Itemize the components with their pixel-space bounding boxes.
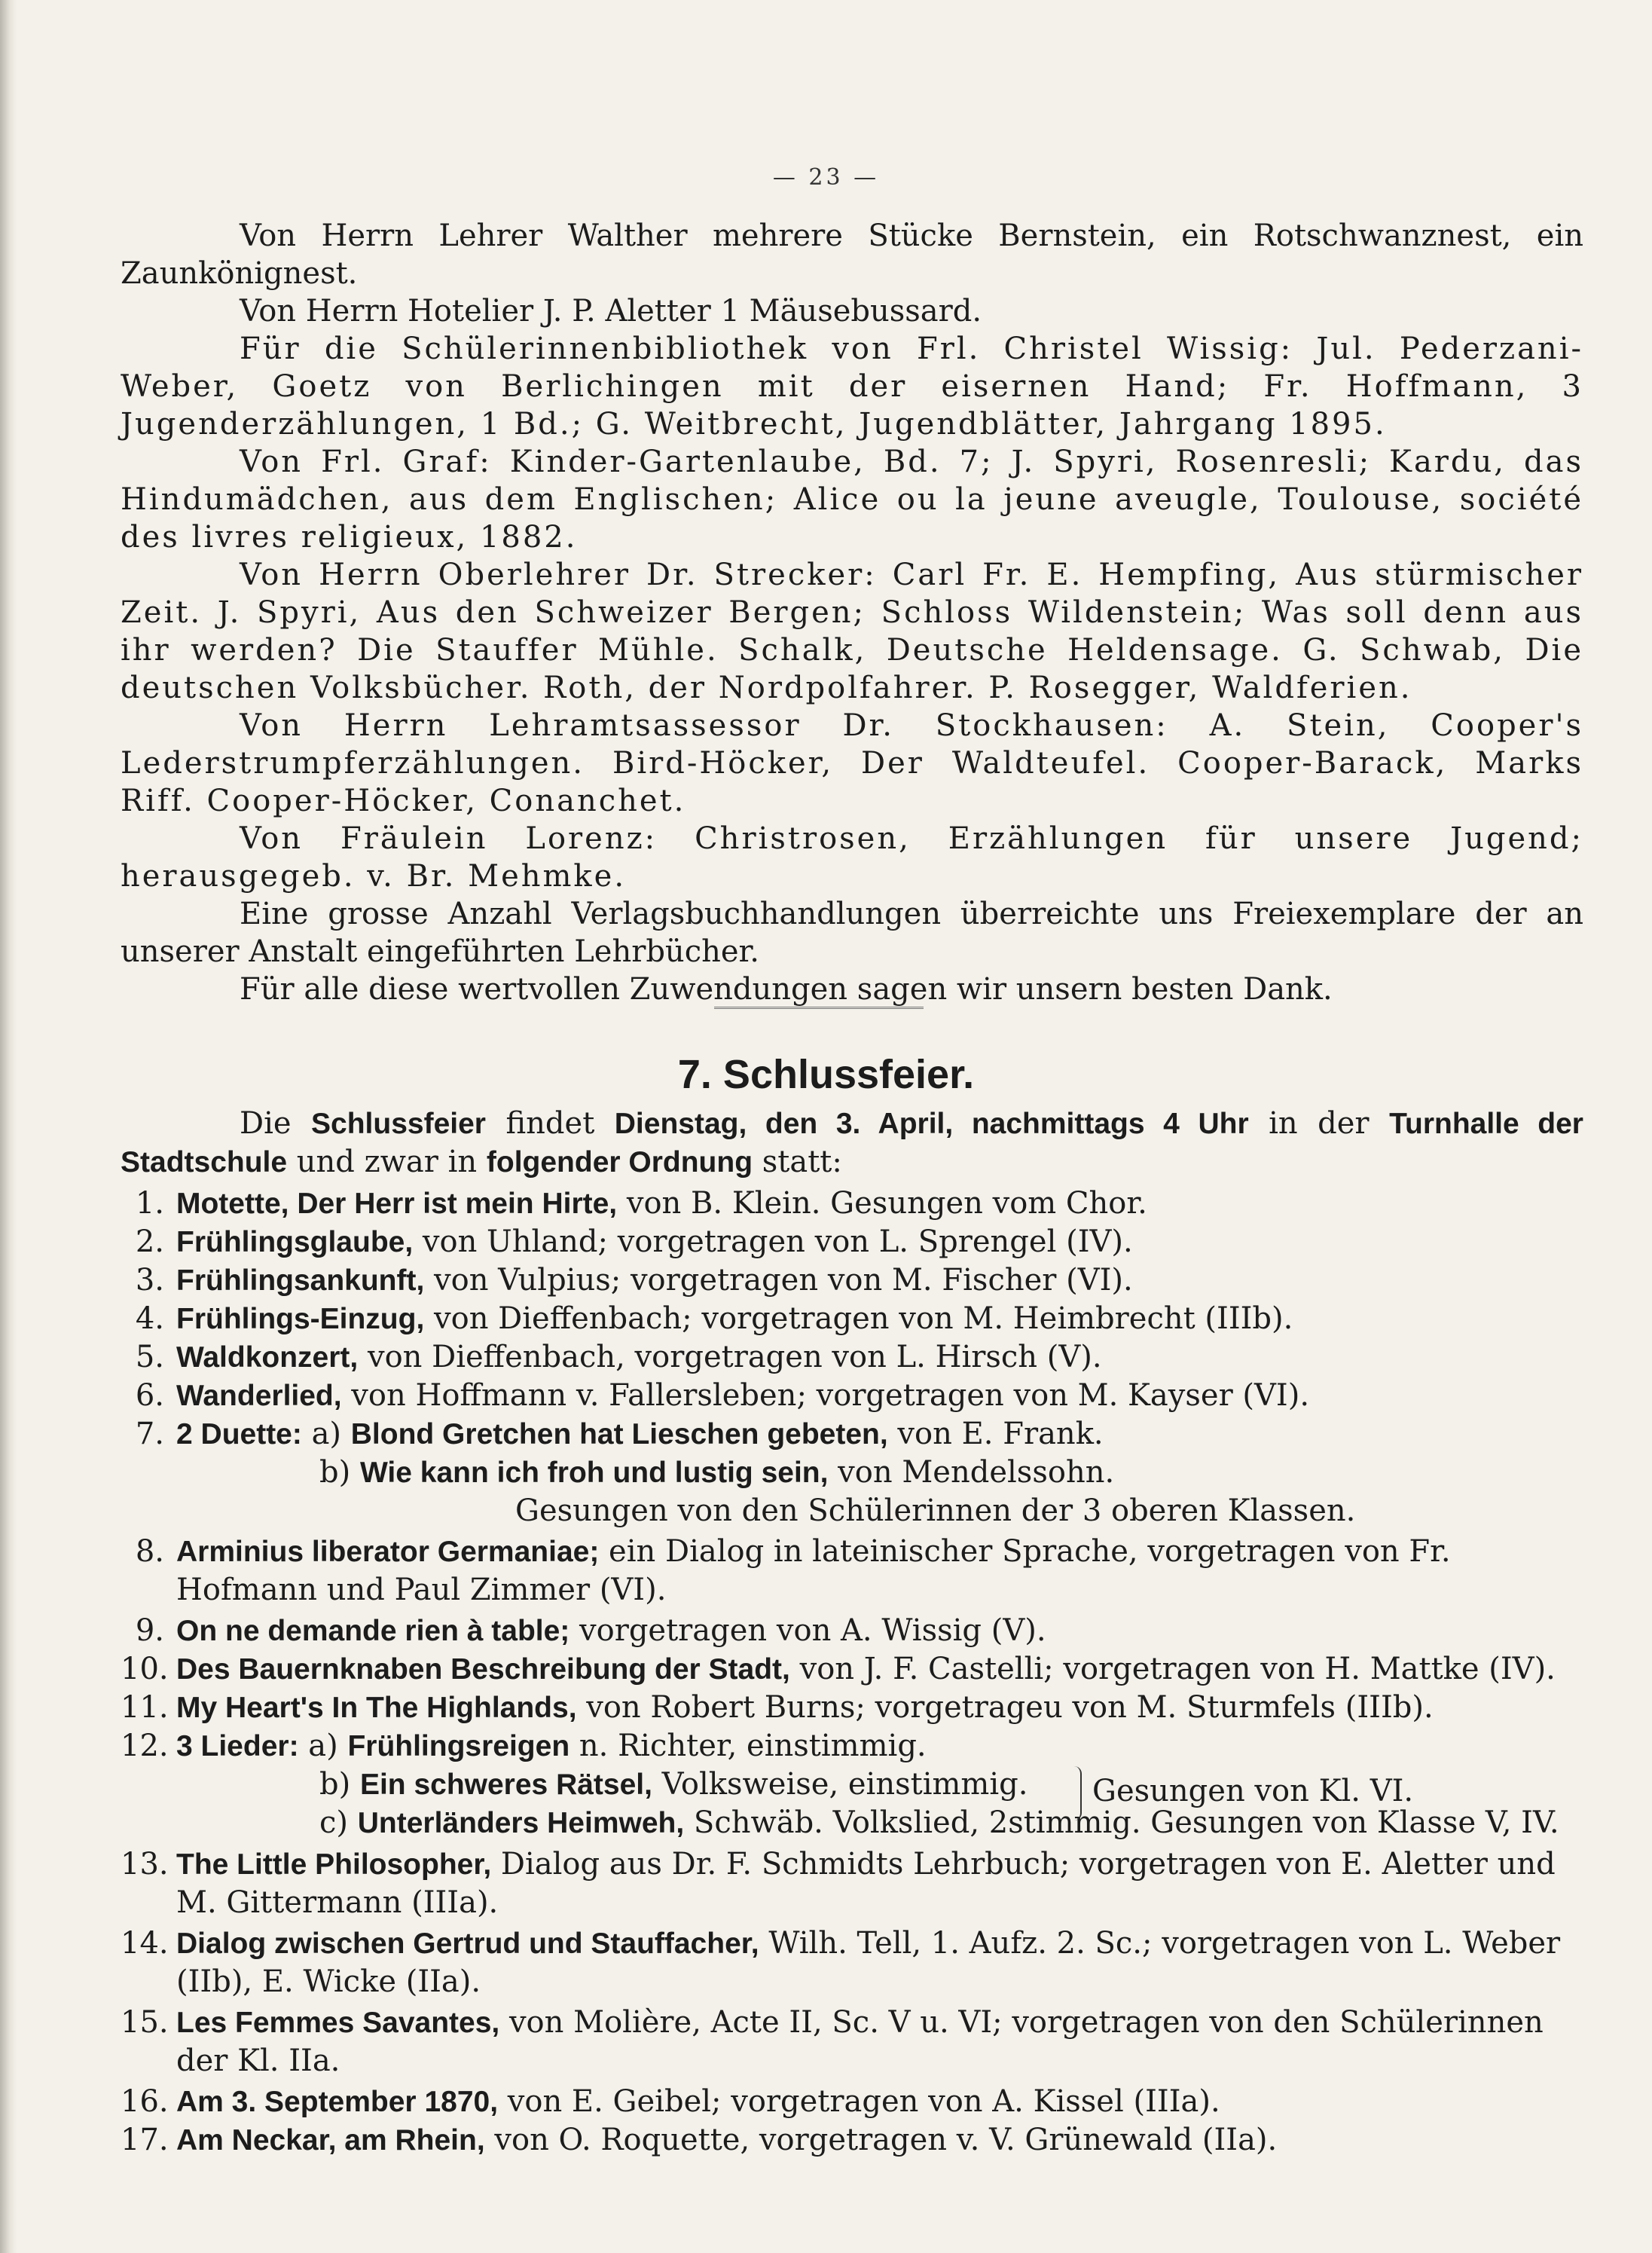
sub-title: Wie kann ich froh und lustig sein, — [359, 1457, 829, 1489]
sub-detail: von E. Frank. — [887, 1417, 1104, 1451]
item-detail: von Hoffmann v. Fallersleben; vorgetragen von M. Kayser (VI). — [341, 1378, 1310, 1413]
sub-title: Ein schweres Rätsel, — [359, 1768, 652, 1801]
item-number: 17. — [121, 2123, 169, 2157]
donation-entry: Für die Schülerinnenbibliothek von Frl. Christel Wissig: Jul. Pederzani-Weber, Goetz von Berlichingen mit der eisernen Hand; Fr. Hoffmann, 3 Jugenderzählungen, 1 Bd.; G. Weitbrecht, Jugendblätter, Jahrgang 1895. — [121, 332, 1583, 442]
item-title: My Heart's In The Highlands, — [176, 1692, 577, 1724]
item-title: Am Neckar, am Rhein, — [176, 2124, 485, 2157]
item-detail: von Vulpius; vorgetragen von M. Fischer (VI). — [424, 1263, 1133, 1298]
program-list — [121, 1185, 1583, 2160]
sub-title: Unterländers Heimweh, — [357, 1807, 685, 1839]
item-number: 12. — [121, 1729, 169, 1763]
item-title: Wanderlied, — [176, 1380, 342, 1412]
program-item — [121, 1261, 1583, 1300]
item-title: Frühlingsankunft, — [176, 1264, 425, 1297]
donation-entry: Von Frl. Graf: Kinder-Gartenlaube, Bd. 7; J. Spyri, Rosenresli; Kardu, das Hindumädchen, aus dem Englischen; Alice ou la jeune aveugle, Toulouse, société des livres religieux, 1882. — [121, 445, 1583, 555]
intro-text: in der — [1248, 1106, 1390, 1141]
item-detail: von Robert Burns; vorgetrageu von M. Sturmfels (IIIb). — [576, 1690, 1434, 1725]
item-detail: von J. F. Castelli; vorgetragen von H. Mattke (IV). — [789, 1652, 1556, 1686]
item-number: 14. — [121, 1926, 169, 1961]
donation-entry: Eine grosse Anzahl Verlagsbuchhandlungen überreichte uns Freiexemplare der an unserer Anstalt eingeführten Lehrbücher. — [121, 897, 1583, 969]
item-number: 11. — [121, 1690, 169, 1725]
section-title: 7. Schlussfeier. — [677, 1052, 975, 1097]
item-number: 6. — [135, 1378, 164, 1413]
sub-mark: b) — [319, 1767, 360, 1802]
program-item — [121, 2121, 1583, 2160]
item-title: Des Bauernknaben Beschreibung der Stadt, — [176, 1653, 790, 1686]
program-item-songs — [121, 1727, 1583, 1842]
brace-note: Gesungen von Kl. VI. — [1092, 1774, 1414, 1808]
sub-mark: a) — [298, 1729, 348, 1763]
sub-title: Blond Gretchen hat Lieschen gebeten, — [350, 1418, 888, 1451]
program-item — [121, 1338, 1583, 1377]
donation-entry: Von Herrn Hotelier J. P. Aletter 1 Mäusebussard. — [240, 294, 982, 329]
item-detail: ein Dialog in lateinischer Sprache, vorgetragen von Fr. Hofmann und Paul Zimmer (VI). — [176, 1534, 1451, 1607]
sub-mark: c) — [319, 1805, 358, 1840]
intro-text: statt: — [753, 1145, 842, 1179]
program-item — [121, 2004, 1583, 2080]
intro-text: Die — [240, 1106, 312, 1141]
item-number: 8. — [135, 1534, 164, 1569]
item-title: Waldkonzert, — [176, 1341, 359, 1374]
item-number: 7. — [135, 1417, 164, 1451]
sub-mark: b) — [319, 1455, 360, 1490]
item-title: 3 Lieder: — [176, 1730, 299, 1762]
item-detail: von O. Roquette, vorgetragen v. V. Grünewald (IIa). — [484, 2123, 1278, 2157]
page-edge-shadow — [0, 0, 17, 2253]
item-number: 4. — [135, 1301, 164, 1336]
item-title: The Little Philosopher, — [176, 1848, 492, 1881]
intro-bold: folgender Ordnung — [486, 1146, 753, 1178]
donation-entry: Von Herrn Lehrer Walther mehrere Stücke Bernstein, ein Rotschwanznest, ein Zaunkönignest. — [121, 219, 1583, 291]
item-number: 10. — [121, 1652, 169, 1686]
program-item — [121, 1300, 1583, 1338]
donations-list — [121, 217, 1583, 1008]
program-item — [121, 1650, 1583, 1689]
program-item — [121, 1533, 1583, 1609]
intro-paragraph — [121, 1105, 1583, 1182]
item-number: 3. — [135, 1263, 164, 1298]
program-item-duets — [121, 1415, 1583, 1530]
item-detail: von Uhland; vorgetragen von L. Sprengel (IV). — [413, 1224, 1133, 1259]
item-title: Frühlingsglaube, — [176, 1226, 414, 1258]
program-item — [121, 1223, 1583, 1261]
program-item — [121, 2083, 1583, 2121]
item-title: Frühlings-Einzug, — [176, 1303, 425, 1335]
item-title: Am 3. September 1870, — [176, 2086, 499, 2118]
item-number: 1. — [135, 1186, 164, 1221]
intro-bold: Dienstag, den 3. April, nachmittags 4 Uhr — [614, 1108, 1249, 1140]
sub-item — [319, 1454, 1583, 1492]
item-number: 16. — [121, 2084, 169, 2119]
item-detail: von B. Klein. Gesungen vom Chor. — [617, 1186, 1147, 1221]
item-title: 2 Duette: — [176, 1418, 302, 1451]
intro-text: findet — [485, 1106, 615, 1141]
sub-mark: a) — [301, 1417, 351, 1451]
sub-title: Frühlingsreigen — [347, 1730, 570, 1762]
page-number: — 23 — — [772, 164, 880, 191]
item-number: 5. — [135, 1340, 164, 1374]
item-detail: Wilh. Tell, 1. Aufz. 2. Sc.; vorgetragen von L. Weber (IIb), E. Wicke (IIa). — [176, 1926, 1561, 1999]
program-item — [121, 1689, 1583, 1727]
intro-bold: Schlussfeier — [311, 1108, 486, 1140]
donation-entry: Von Fräulein Lorenz: Christrosen, Erzählungen für unsere Jugend; herausgegeb. v. Br. Mehmke. — [121, 821, 1583, 894]
program-item — [121, 1377, 1583, 1415]
item-title: Motette, Der Herr ist mein Hirte, — [176, 1188, 618, 1220]
performance-note: Gesungen von den Schülerinnen der 3 oberen Klassen. — [515, 1493, 1356, 1528]
donation-entry: Von Herrn Lehramtsassessor Dr. Stockhausen: A. Stein, Cooper's Lederstrumpferzählungen. Bird-Höcker, Der Waldteufel. Cooper-Barack, Marks Riff. Cooper-Höcker, Conanchet. — [121, 708, 1583, 818]
section-divider — [714, 1007, 924, 1009]
item-title: On ne demande rien à table; — [176, 1615, 570, 1647]
program-item — [121, 1845, 1583, 1921]
item-title: Arminius liberator Germaniae; — [176, 1536, 600, 1568]
item-title: Dialog zwischen Gertrud und Stauffacher, — [176, 1927, 759, 1960]
item-number: 9. — [135, 1613, 164, 1648]
sub-detail: n. Richter, einstimmig. — [569, 1729, 927, 1763]
donation-entry: Für alle diese wertvollen Zuwendungen sagen wir unsern besten Dank. — [240, 972, 1333, 1007]
program-item — [121, 1185, 1583, 1223]
intro-bold: Turnhalle der Stadtschule — [121, 1108, 1583, 1178]
sub-detail: von Mendelssohn. — [828, 1455, 1115, 1490]
item-number: 13. — [121, 1847, 169, 1882]
item-detail: von E. Geibel; vorgetragen von A. Kissel (IIIa). — [498, 2084, 1220, 2119]
item-title: Les Femmes Savantes, — [176, 2007, 500, 2039]
program-item — [121, 1924, 1583, 2001]
brace-bracket — [1070, 1766, 1082, 1820]
item-detail: von Dieffenbach; vorgetragen von M. Heimbrecht (IIIb). — [424, 1301, 1293, 1336]
item-number: 2. — [135, 1224, 164, 1259]
program-item — [121, 1612, 1583, 1650]
sub-detail: Volksweise, einstimmig. — [652, 1767, 1028, 1802]
item-number: 15. — [121, 2005, 169, 2040]
item-detail: Dialog aus Dr. F. Schmidts Lehrbuch; vorgetragen von E. Aletter und M. Gittermann (IIIa). — [176, 1847, 1556, 1920]
intro-text: und zwar in — [287, 1145, 487, 1179]
item-detail: vorgetragen von A. Wissig (V). — [569, 1613, 1046, 1648]
item-detail: von Dieffenbach, vorgetragen von L. Hirsch (V). — [358, 1340, 1102, 1374]
donation-entry: Von Herrn Oberlehrer Dr. Strecker: Carl Fr. E. Hempfing, Aus stürmischer Zeit. J. Spyri, Aus den Schweizer Bergen; Schloss Wildenstein; Was soll denn aus ihr werden? Die Stauffer Mühle. Schalk, Deutsche Heldensage. G. Schwab, Die deutschen Volksbücher. Roth, der Nordpolfahrer. P. Rosegger, Waldferien. — [121, 558, 1583, 705]
sub-detail: Schwäb. Volkslied, 2stimmig. Gesungen von Klasse V, IV. — [684, 1805, 1559, 1840]
item-detail: von Molière, Acte II, Sc. V u. VI; vorgetragen von den Schülerinnen der Kl. IIa. — [176, 2005, 1544, 2078]
